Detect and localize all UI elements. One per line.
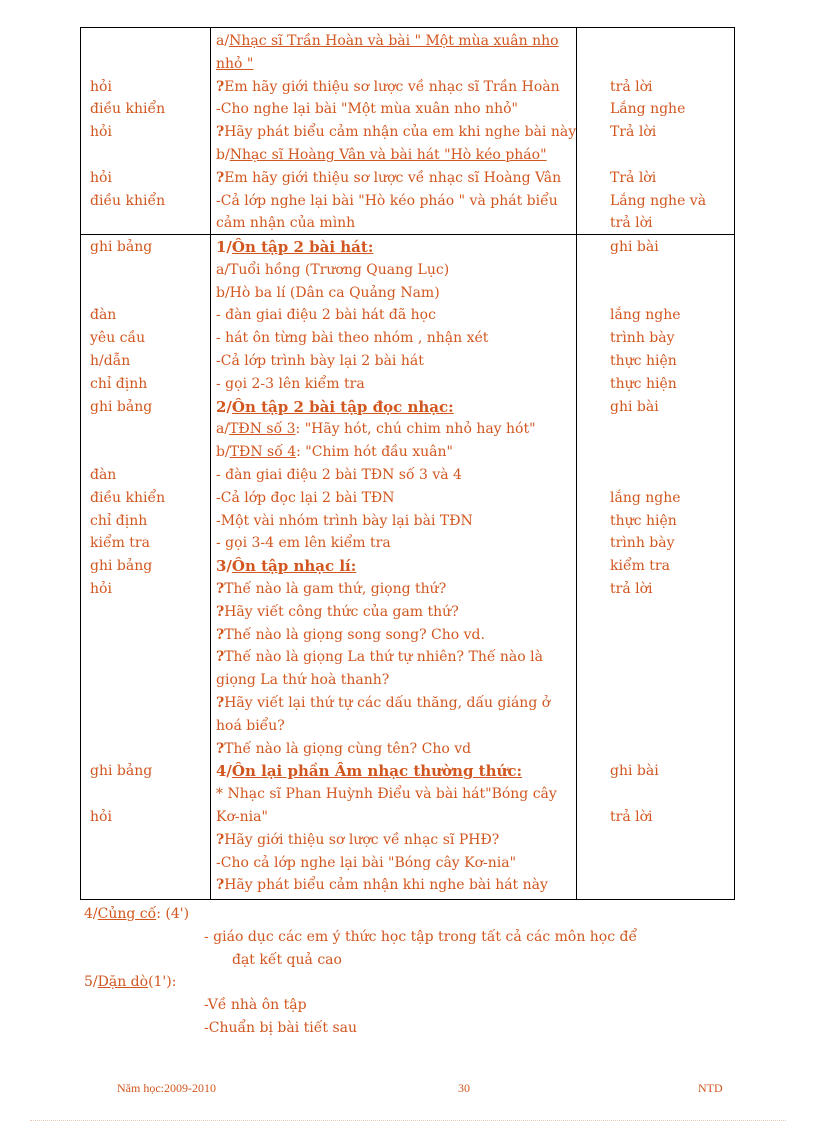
dan-do-heading	[84, 971, 176, 993]
underlined-heading: Nhạc sĩ Hoàng Vân và bài hát "Hò kéo pháo"	[229, 146, 547, 163]
line-text: Hãy phát biểu cảm nhận của em khi nghe bài này	[224, 124, 576, 141]
content-line	[216, 98, 576, 121]
line-text: Hãy phát biểu cảm nhận khi nghe bài hát này	[224, 877, 548, 894]
block1-teacher-column	[90, 30, 208, 235]
content-line	[216, 510, 576, 533]
cell-text	[610, 53, 734, 76]
line-text: - gọi 2-3 lên kiểm tra	[216, 375, 365, 392]
cell-text: ghi bảng	[90, 558, 153, 575]
cell-text: trả lời	[610, 215, 653, 232]
line-text: Em hãy giới thiệu sơ lược về nhạc sĩ Hoàng Vân	[224, 169, 562, 186]
cell-text	[610, 601, 734, 624]
cell-text: trình bày	[610, 330, 675, 347]
content-line	[216, 259, 576, 282]
block1-student-column	[610, 30, 734, 235]
line-text: a/Tuổi hồng (Trương Quang Lục)	[216, 261, 450, 278]
line-text: -Một vài nhóm trình bày lại bài TĐN	[216, 512, 473, 529]
dan-do-line-2: -Chuẩn bị bài tiết sau	[204, 1020, 357, 1036]
line-text: -Cả lớp nghe lại bài "Hò kéo pháo " và phát biểu	[216, 192, 558, 209]
line-text: - đàn giai điệu 2 bài hát đã học	[216, 307, 436, 324]
underlined-heading: Ôn tập 2 bài tập đọc nhạc:	[231, 397, 454, 416]
content-line	[216, 646, 576, 669]
content-line	[216, 601, 576, 624]
line-text: 4/	[216, 762, 232, 781]
cell-text: hỏi	[90, 78, 112, 95]
line-text: 1/	[216, 238, 232, 256]
cung-co-time: : (4')	[156, 906, 190, 922]
content-line	[216, 692, 576, 715]
cell-text	[610, 783, 734, 806]
cell-text	[610, 669, 734, 692]
cell-text	[90, 738, 208, 761]
cung-co-label: Củng cố	[97, 906, 157, 922]
content-line	[216, 555, 576, 578]
block2-teacher-column	[90, 236, 208, 897]
line-text: -Cho cả lớp nghe lại bài "Bóng cây Kơ-nia"	[216, 854, 517, 871]
content-line	[216, 144, 576, 167]
cell-text	[610, 738, 734, 761]
dan-do-label: Dặn dò	[97, 974, 149, 990]
content-line	[216, 783, 576, 806]
cell-text	[610, 259, 734, 282]
line-text: giọng La thứ hoà thanh?	[216, 672, 390, 689]
content-line	[216, 350, 576, 373]
content-line	[216, 760, 576, 783]
question-mark: ?	[216, 78, 225, 95]
cell-text	[90, 715, 208, 738]
cell-text	[90, 783, 208, 806]
block1-content-column	[216, 30, 576, 235]
cell-text: ghi bảng	[90, 239, 153, 255]
cell-text	[90, 829, 208, 852]
cell-text	[90, 282, 208, 305]
cell-text: đàn	[90, 466, 117, 483]
line-text: Em hãy giới thiệu sơ lược về nhạc sĩ Trần Hoàn	[224, 78, 560, 95]
question-mark: ?	[216, 649, 225, 666]
cell-text: ghi bài	[610, 239, 659, 255]
bottom-border	[30, 1120, 786, 1121]
line-text: - gọi 3-4 em lên kiểm tra	[216, 535, 391, 552]
line-text: * Nhạc sĩ Phan Huỳnh Điểu và bài hát"Bóng cây	[216, 786, 557, 803]
question-mark: ?	[216, 169, 225, 186]
line-text: -Cả lớp đọc lại 2 bài TĐN	[216, 489, 395, 506]
line-text: hoá biểu?	[216, 717, 285, 734]
cell-text: lắng nghe	[610, 307, 681, 324]
content-line	[216, 806, 576, 829]
line-text: -Cả lớp trình bày lại 2 bài hát	[216, 352, 424, 369]
cell-text: thực hiện	[610, 375, 677, 392]
cell-text	[90, 212, 208, 235]
cell-text	[610, 282, 734, 305]
column-divider	[210, 28, 211, 899]
underlined-heading: TĐN số 4	[229, 444, 297, 461]
line-text: : "Chim hót đầu xuân"	[296, 444, 453, 461]
cell-text: Trả lời	[610, 169, 657, 186]
line-text: cảm nhận của mình	[216, 215, 356, 232]
cell-text	[610, 646, 734, 669]
cell-text	[610, 852, 734, 875]
cell-text: trả lời	[610, 808, 653, 825]
line-text: Thế nào là gam thứ, giọng thứ?	[224, 580, 447, 597]
cell-text	[610, 829, 734, 852]
content-line	[216, 487, 576, 510]
cell-text: hỏi	[90, 124, 112, 141]
line-text: : "Hãy hót, chú chim nhỏ hay hót"	[295, 421, 536, 438]
content-line	[216, 532, 576, 555]
line-text: - hát ôn từng bài theo nhóm , nhận xét	[216, 330, 489, 347]
underlined-heading: Ôn lại phần Âm nhạc thường thức:	[231, 762, 523, 781]
cell-text	[90, 144, 208, 167]
cell-text	[610, 874, 734, 897]
cell-text	[90, 852, 208, 875]
content-line	[216, 464, 576, 487]
cell-text	[610, 418, 734, 441]
cell-text: đàn	[90, 307, 117, 324]
cell-text	[610, 464, 734, 487]
cell-text: Trả lời	[610, 124, 657, 141]
cell-text	[610, 441, 734, 464]
cung-co-line-1: - giáo dục các em ý thức học tập trong tất cả các môn học để	[204, 929, 638, 945]
underlined-heading: Ôn tập 2 bài hát:	[231, 238, 374, 256]
line-text: Hãy viết lại thứ tự các dấu thăng, dấu giáng ở	[224, 694, 551, 711]
line-text: Thế nào là giọng cùng tên? Cho vd	[224, 740, 472, 757]
line-text: -Cho nghe lại bài "Một mùa xuân nho nhỏ"	[216, 101, 518, 118]
question-mark: ?	[216, 831, 225, 848]
content-line	[216, 53, 576, 76]
content-line	[216, 212, 576, 235]
cell-text: ghi bảng	[90, 398, 153, 415]
underlined-heading: Nhạc sĩ Trần Hoàn và bài " Một mùa xuân nho	[229, 33, 559, 49]
line-text: Hãy viết công thức của gam thứ?	[224, 603, 459, 620]
cell-text	[90, 669, 208, 692]
content-line	[216, 418, 576, 441]
content-line	[216, 236, 576, 259]
cell-text: trả lời	[610, 580, 653, 597]
cell-text: trả lời	[610, 78, 653, 95]
cell-text: thực hiện	[610, 512, 677, 529]
cell-text	[90, 692, 208, 715]
line-text: Hãy giới thiệu sơ lược về nhạc sĩ PHĐ?	[224, 831, 500, 848]
cell-text: chỉ định	[90, 512, 148, 529]
cell-text	[610, 715, 734, 738]
content-line	[216, 190, 576, 213]
cell-text: trình bày	[610, 535, 675, 552]
cell-text: hỏi	[90, 169, 112, 186]
question-mark: ?	[216, 603, 225, 620]
cung-co-heading	[84, 903, 189, 925]
block2-content-column	[216, 236, 576, 897]
content-line	[216, 874, 576, 897]
cung-co-number: 4/	[84, 906, 98, 922]
cell-text: yêu cầu	[90, 330, 146, 347]
underlined-heading: Ôn tập nhạc lí:	[231, 557, 357, 576]
content-line	[216, 304, 576, 327]
line-text: 3/	[216, 557, 232, 576]
cell-text: điều khiển	[90, 192, 166, 209]
cung-co-line-2: đạt kết quả cao	[232, 952, 342, 968]
line-text: a/	[216, 421, 230, 438]
cell-text	[610, 692, 734, 715]
line-text: b/	[216, 444, 230, 461]
column-divider	[576, 28, 577, 899]
footer-page-number: 30	[458, 1081, 470, 1095]
cell-text: kiểm tra	[610, 558, 670, 575]
content-line	[216, 715, 576, 738]
cell-text	[90, 874, 208, 897]
cell-text: ghi bài	[610, 763, 659, 780]
underlined-heading: nhỏ "	[216, 55, 254, 72]
dan-do-line-1: -Về nhà ôn tập	[204, 997, 307, 1013]
cell-text: ghi bài	[610, 398, 659, 415]
line-text: - đàn giai điệu 2 bài TĐN số 3 và 4	[216, 466, 462, 483]
content-line	[216, 852, 576, 875]
line-text: b/Hò ba lí (Dân ca Quảng Nam)	[216, 284, 440, 301]
cell-text	[610, 30, 734, 53]
footer-author: NTD	[698, 1081, 723, 1095]
cell-text: h/dẫn	[90, 352, 131, 369]
content-line	[216, 282, 576, 305]
dan-do-number: 5/	[84, 974, 98, 990]
cell-text: Lắng nghe và	[610, 192, 707, 209]
question-mark: ?	[216, 877, 225, 894]
content-line	[216, 121, 576, 144]
cell-text	[90, 624, 208, 647]
cell-text	[90, 53, 208, 76]
lesson-table	[80, 27, 735, 900]
cell-text	[90, 418, 208, 441]
content-line	[216, 738, 576, 761]
content-line	[216, 669, 576, 692]
content-line	[216, 167, 576, 190]
cell-text: hỏi	[90, 580, 112, 597]
cell-text: điều khiển	[90, 489, 166, 506]
cell-text	[610, 624, 734, 647]
content-line	[216, 578, 576, 601]
question-mark: ?	[216, 124, 225, 141]
line-text: b/	[216, 146, 230, 163]
content-line	[216, 327, 576, 350]
content-line	[216, 829, 576, 852]
question-mark: ?	[216, 740, 225, 757]
content-line	[216, 30, 576, 53]
underlined-heading: TĐN số 3	[229, 421, 296, 438]
cell-text: hỏi	[90, 808, 112, 825]
cell-text	[90, 601, 208, 624]
cell-text	[90, 30, 208, 53]
question-mark: ?	[216, 580, 225, 597]
cell-text: kiểm tra	[90, 535, 150, 552]
line-text: Thế nào là giọng song song? Cho vd.	[224, 626, 485, 643]
cell-text: thực hiện	[610, 352, 677, 369]
line-text: Kơ-nia"	[216, 808, 268, 825]
cell-text	[90, 646, 208, 669]
cell-text: ghi bảng	[90, 763, 153, 780]
content-line	[216, 396, 576, 419]
cell-text: lắng nghe	[610, 489, 681, 506]
line-text: Thế nào là giọng La thứ tự nhiên? Thế nào là	[224, 649, 543, 666]
cell-text	[610, 144, 734, 167]
question-mark: ?	[216, 694, 225, 711]
dan-do-time: (1'):	[148, 974, 177, 990]
line-text: a/	[216, 33, 230, 49]
cell-text	[90, 259, 208, 282]
cell-text	[90, 441, 208, 464]
block2-student-column	[610, 236, 734, 897]
question-mark: ?	[216, 626, 225, 643]
cell-text: chỉ định	[90, 375, 148, 392]
content-line	[216, 441, 576, 464]
content-line	[216, 373, 576, 396]
line-text: 2/	[216, 397, 232, 416]
content-line	[216, 76, 576, 99]
cell-text: điều khiển	[90, 101, 166, 118]
content-line	[216, 624, 576, 647]
footer-school-year: Năm học:2009-2010	[117, 1081, 216, 1095]
cell-text: Lắng nghe	[610, 101, 686, 118]
